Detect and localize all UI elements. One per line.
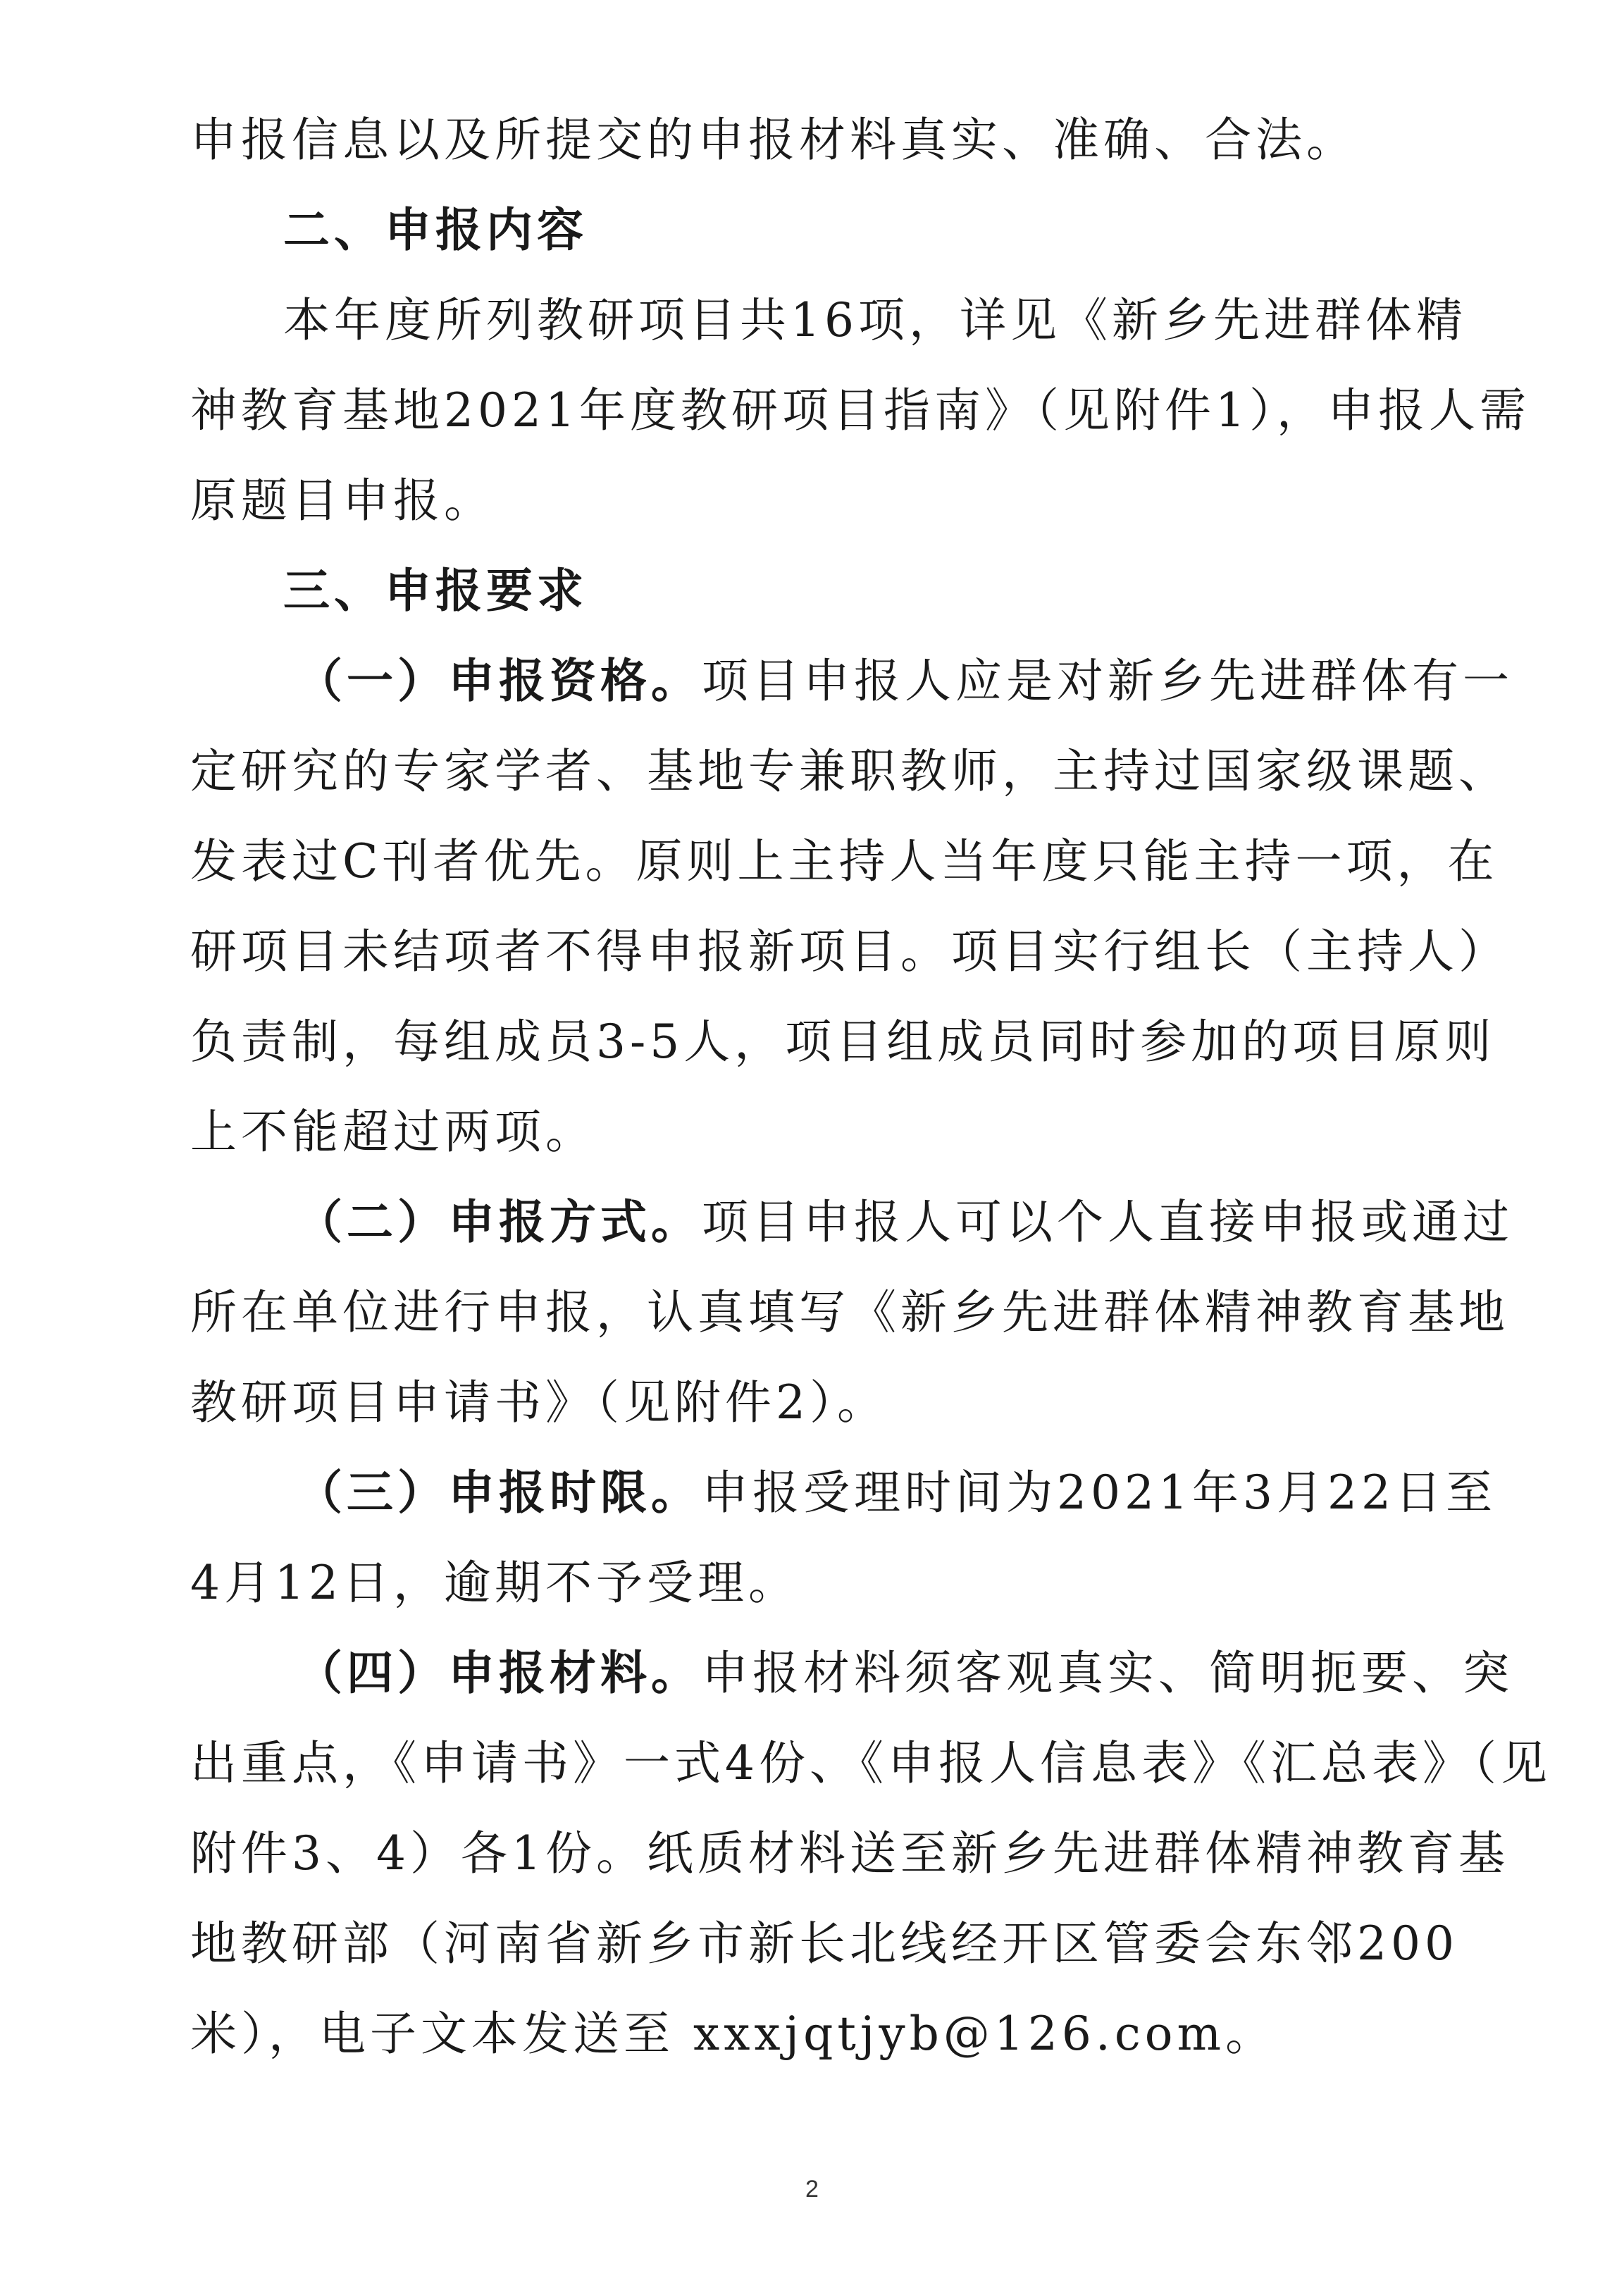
text-line: 原题目申报。 — [190, 473, 495, 528]
text-line: 定研究的专家学者、基地专兼职教师，主持过国家级课题、 — [190, 744, 1509, 798]
text-span: 项目申报人应是对新乡先进群体有一 — [702, 654, 1513, 708]
text-line: 附件3、4）各1份。纸质材料送至新乡先进群体精神教育基 — [190, 1826, 1509, 1881]
document-body — [190, 95, 1551, 2079]
text-line: 上不能超过两项。 — [190, 1105, 596, 1159]
paragraph-deadline — [190, 1448, 1496, 1538]
paragraph-qualification — [190, 636, 1513, 726]
section-heading-content: 二、申报内容 — [283, 203, 588, 257]
section-heading-requirements: 三、申报要求 — [283, 564, 588, 618]
qualification-label: （一）申报资格。 — [296, 654, 702, 708]
text-line: 出重点，《申请书》一式4份、《申报人信息表》《汇总表》（见 — [190, 1736, 1551, 1790]
method-label: （二）申报方式。 — [296, 1195, 702, 1249]
text-span: 项目申报人可以个人直接申报或通过 — [702, 1195, 1513, 1249]
deadline-label: （三）申报时限。 — [296, 1466, 702, 1520]
text-line: 申报信息以及所提交的申报材料真实、准确、合法。 — [190, 113, 1357, 167]
text-line: 研项目未结项者不得申报新项目。项目实行组长（主持人） — [190, 924, 1509, 979]
text-line: 本年度所列教研项目共16项，详见《新乡先进群体精 — [283, 293, 1467, 347]
text-span: 申报受理时间为2021年3月22日至 — [702, 1466, 1496, 1520]
text-line: 负责制，每组成员3-5人，项目组成员同时参加的项目原则 — [190, 1015, 1496, 1069]
paragraph-method — [190, 1177, 1513, 1268]
paragraph-materials — [190, 1628, 1513, 1718]
text-line: 教研项目申请书》（见附件2）。 — [190, 1375, 888, 1430]
text-line: 发表过C刊者优先。原则上主持人当年度只能主持一项，在 — [190, 834, 1499, 888]
text-line: 4月12日，逾期不予受理。 — [190, 1556, 799, 1610]
text-line: 米），电子文本发送至 xxxjqtjyb@126.com。 — [190, 2007, 1277, 2061]
text-line: 地教研部（河南省新乡市新长北线经开区管委会东邻200 — [190, 1916, 1458, 1971]
text-line: 神教育基地2021年度教研项目指南》（见附件1），申报人需 — [190, 383, 1530, 438]
text-span: 申报材料须客观真实、简明扼要、突 — [702, 1646, 1513, 1700]
materials-label: （四）申报材料。 — [296, 1646, 702, 1700]
page-number: 2 — [805, 2176, 819, 2203]
text-line: 所在单位进行申报，认真填写《新乡先进群体精神教育基地 — [190, 1285, 1509, 1339]
